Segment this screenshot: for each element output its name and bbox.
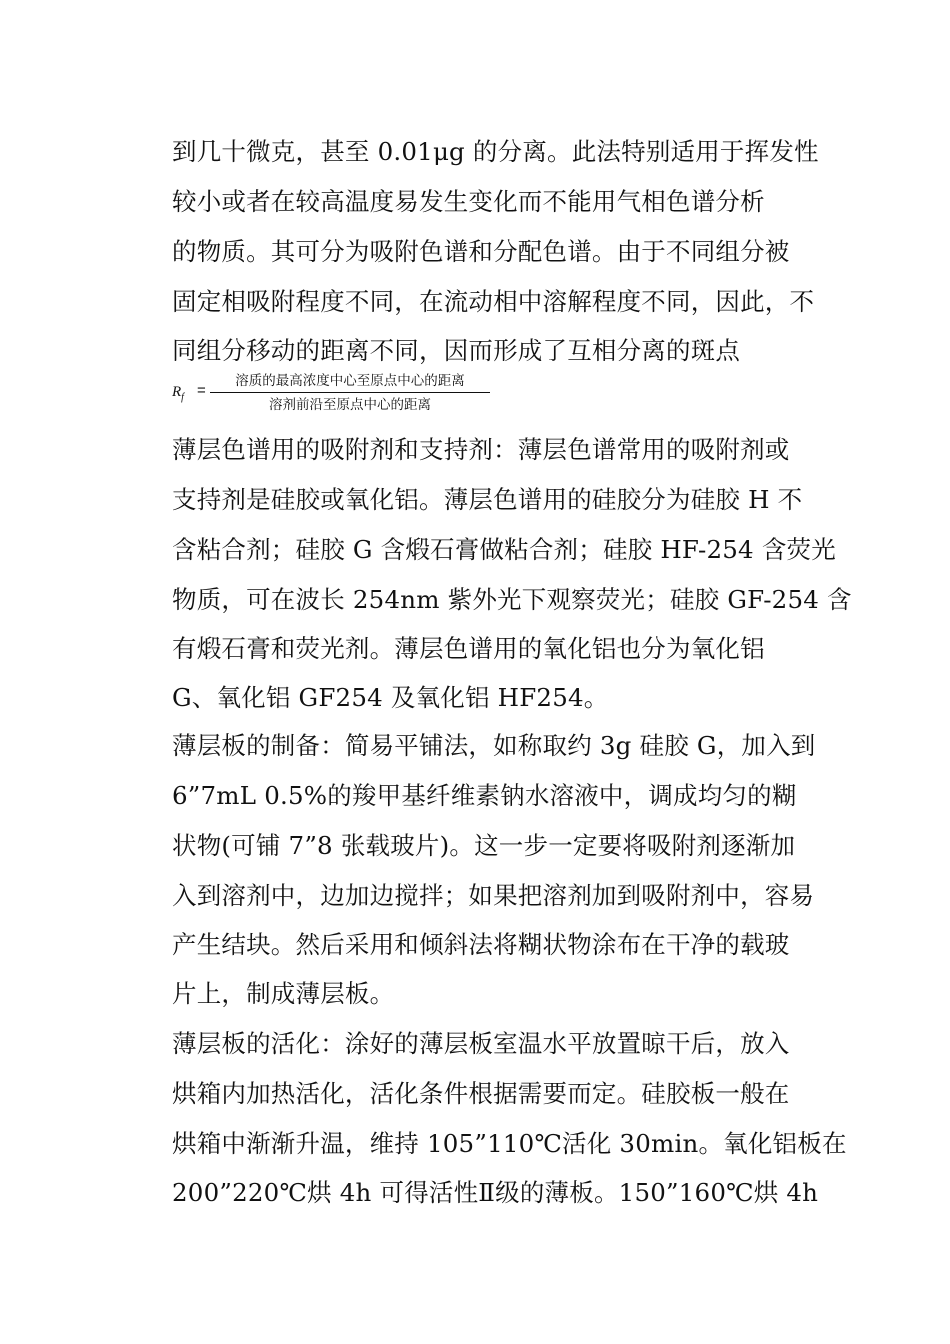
text-line: 产生结块。然后采用和倾斜法将糊状物涂布在干净的载玻 [172,930,790,959]
text-line: 薄层板的活化：涂好的薄层板室温水平放置晾干后，放入 [172,1029,790,1058]
formula-lhs-subscript: f [181,392,184,403]
fraction-bar [210,392,490,393]
text-line: 固定相吸附程度不同，在流动相中溶解程度不同，因此，不 [172,287,815,316]
text-line: 片上，制成薄层板。 [172,979,395,1008]
text-line: 状物(可铺 7”8 张载玻片)。这一步一定要将吸附剂逐渐加 [172,831,796,860]
formula-equals: = [197,382,206,399]
formula-lhs [172,384,184,403]
formula-denominator: 溶剂前沿至原点中心的距离 [269,397,431,412]
text-line: 的物质。其可分为吸附色谱和分配色谱。由于不同组分被 [172,237,790,266]
text-line: 有煅石膏和荧光剂。薄层色谱用的氧化铝也分为氧化铝 [172,634,765,663]
formula-numerator: 溶质的最高浓度中心至原点中心的距离 [235,373,465,388]
text-line: 入到溶剂中，边加边搅拌；如果把溶剂加到吸附剂中，容易 [172,881,815,910]
rf-formula [172,372,512,418]
text-line: 到几十微克，甚至 0.01μg 的分离。此法特别适用于挥发性 [172,137,819,166]
text-line: 同组分移动的距离不同，因而形成了互相分离的斑点 [172,336,741,365]
text-line: 6”7mL 0.5%的羧甲基纤维素钠水溶液中，调成均匀的糊 [172,781,797,810]
text-line: 200”220℃烘 4h 可得活性Ⅱ级的薄板。150”160℃烘 4h [172,1178,819,1207]
text-line: 含粘合剂；硅胶 G 含煅石膏做粘合剂；硅胶 HF-254 含荧光 [172,535,836,564]
text-line: 物质，可在波长 254nm 紫外光下观察荧光；硅胶 GF-254 含 [172,585,852,614]
text-line: G、氧化铝 GF254 及氧化铝 HF254。 [172,683,609,712]
text-line: 薄层板的制备：简易平铺法，如称取约 3g 硅胶 G，加入到 [172,731,816,760]
text-line: 支持剂是硅胶或氧化铝。薄层色谱用的硅胶分为硅胶 H 不 [172,485,803,514]
text-line: 烘箱中渐渐升温，维持 105”110℃活化 30min。氧化铝板在 [172,1129,847,1158]
text-line: 较小或者在较高温度易发生变化而不能用气相色谱分析 [172,187,765,216]
text-line: 烘箱内加热活化，活化条件根据需要而定。硅胶板一般在 [172,1079,790,1108]
formula-lhs-symbol: R [172,384,182,400]
text-line: 薄层色谱用的吸附剂和支持剂：薄层色谱常用的吸附剂或 [172,435,790,464]
